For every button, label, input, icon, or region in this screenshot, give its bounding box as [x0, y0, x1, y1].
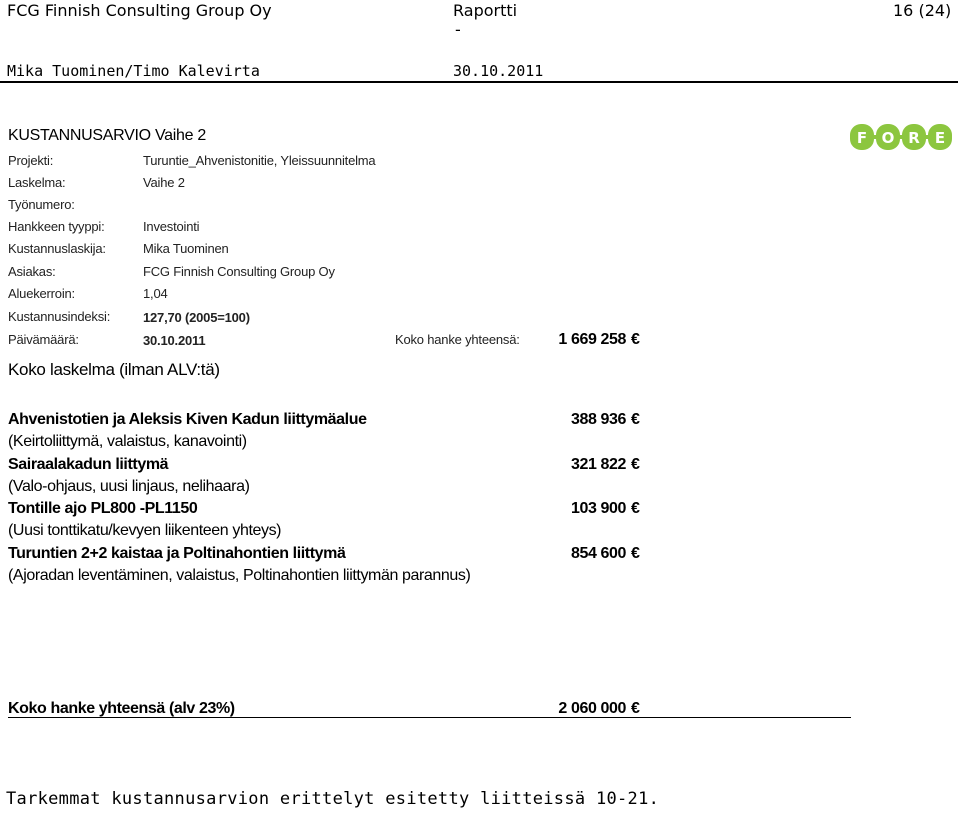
field-value: FCG Finnish Consulting Group Oy — [143, 264, 335, 279]
cost-item-name: Sairaalakadun liittymä — [8, 456, 169, 473]
report-date: 30.10.2011 — [453, 62, 544, 80]
field-value: Turuntie_Ahvenistonitie, Yleissuunnitelma — [143, 153, 376, 168]
grand-total-label: Koko hanke yhteensä (alv 23%) — [8, 700, 235, 717]
project-total-currency: € — [631, 331, 640, 348]
project-total-label: Koko hanke yhteensä: — [395, 332, 520, 347]
cost-item-description: (Keirtoliittymä, valaistus, kanavointi) — [8, 433, 247, 450]
cost-item-amount: 388 936 — [570, 411, 626, 428]
page-number: 16 (24) — [893, 1, 952, 20]
field-label: Päivämäärä: — [8, 332, 79, 347]
field-label: Kustannuslaskija: — [8, 241, 106, 256]
field-label: Laskelma: — [8, 175, 66, 190]
field-label: Asiakas: — [8, 264, 56, 279]
field-label: Projekti: — [8, 153, 54, 168]
grand-total-underline — [8, 717, 851, 718]
cost-item-name: Ahvenistotien ja Aleksis Kiven Kadun liittymäalue — [8, 411, 367, 428]
grand-total-value: 2 060 000 — [558, 700, 626, 717]
field-value: 1,04 — [143, 286, 168, 301]
field-label: Hankkeen tyyppi: — [8, 219, 105, 234]
logo-letter: F — [856, 129, 868, 147]
cost-item-amount: 321 822 — [570, 456, 626, 473]
field-value: Investointi — [143, 219, 200, 234]
document-type-dash: - — [455, 20, 461, 39]
estimate-title: KUSTANNUSARVIO Vaihe 2 — [8, 127, 206, 144]
field-label: Kustannusindeksi: — [8, 309, 111, 324]
cost-item-description: (Ajoradan leventäminen, valaistus, Poltinahontien liittymän parannus) — [8, 567, 471, 584]
cost-item-amount: 103 900 — [570, 500, 626, 517]
cost-item-currency: € — [631, 500, 640, 517]
cost-item-name: Turuntien 2+2 kaistaa ja Poltinahontien liittymä — [8, 545, 346, 562]
grand-total-currency: € — [631, 700, 640, 717]
cost-item-description: (Valo-ohjaus, uusi linjaus, nelihaara) — [8, 478, 250, 495]
field-value: 127,70 (2005=100) — [143, 310, 250, 325]
authors: Mika Tuominen/Timo Kalevirta — [7, 62, 260, 80]
logo-letter: R — [908, 129, 920, 147]
field-label: Työnumero: — [8, 197, 75, 212]
company-name: FCG Finnish Consulting Group Oy — [7, 1, 272, 20]
logo-letter: E — [934, 129, 946, 147]
estimate-subtitle: Koko laskelma (ilman ALV:tä) — [8, 360, 220, 379]
field-label: Aluekerroin: — [8, 286, 75, 301]
cost-item-name: Tontille ajo PL800 -PL1150 — [8, 500, 198, 517]
cost-item-currency: € — [631, 456, 640, 473]
field-value: Vaihe 2 — [143, 175, 185, 190]
fore-logo — [849, 122, 953, 152]
cost-item-description: (Uusi tonttikatu/kevyen liikenteen yhteys) — [8, 522, 282, 539]
footer-note: Tarkemmat kustannusarvion erittelyt esitetty liitteissä 10-21. — [6, 789, 660, 809]
logo-letter: O — [881, 129, 895, 147]
cost-item-currency: € — [631, 545, 640, 562]
field-value: 30.10.2011 — [143, 333, 206, 348]
project-total-value: 1 669 258 — [558, 331, 626, 348]
field-value: Mika Tuominen — [143, 241, 229, 256]
header-rule — [0, 81, 958, 83]
cost-item-amount: 854 600 — [570, 545, 626, 562]
cost-item-currency: € — [631, 411, 640, 428]
document-type: Raportti — [453, 1, 518, 20]
